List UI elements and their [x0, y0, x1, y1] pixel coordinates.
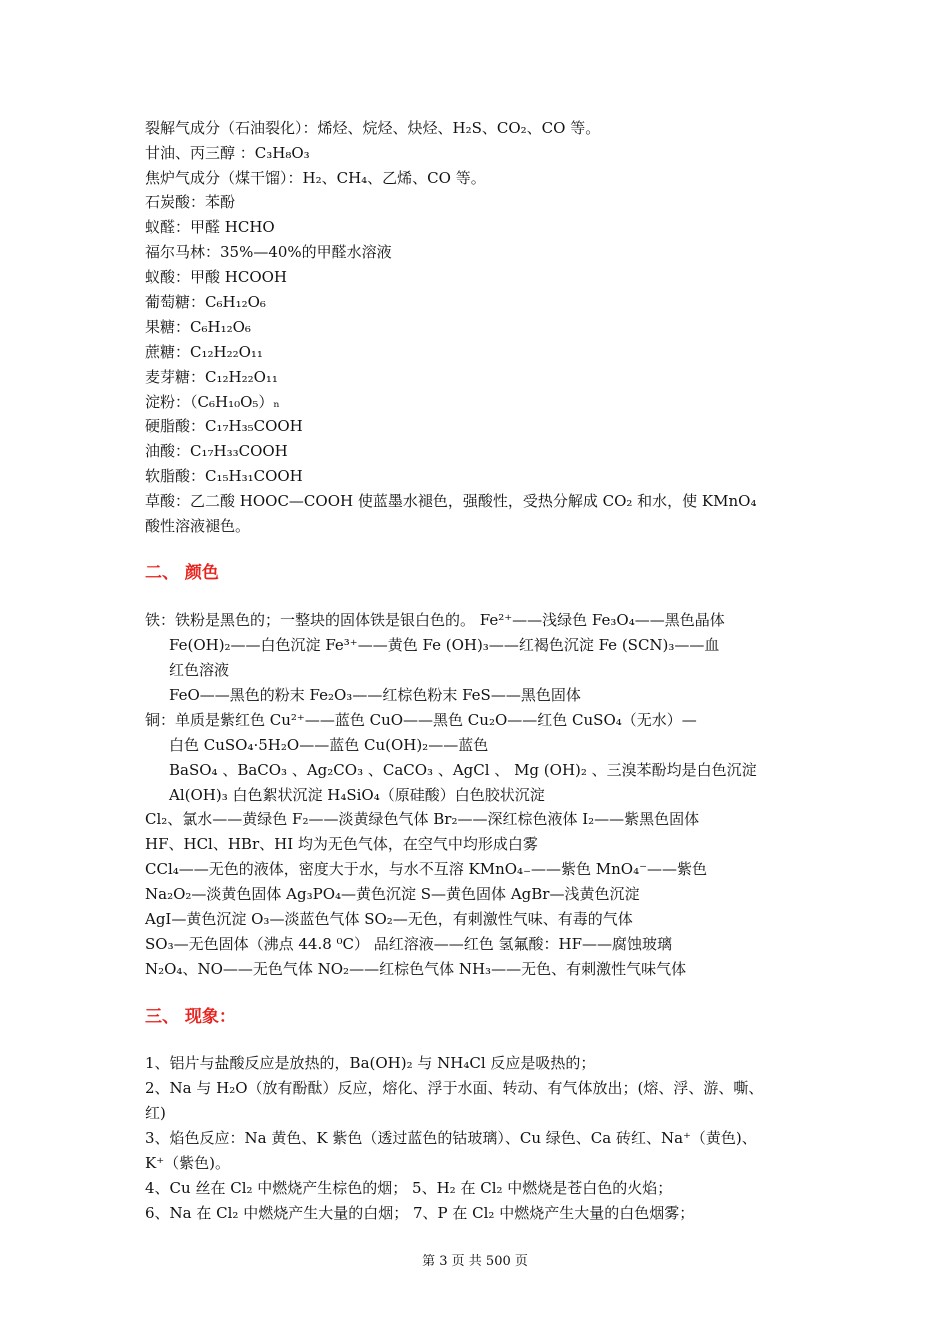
text-line: 酸性溶液褪色。 — [145, 517, 251, 535]
section-heading-colors: 二、 颜色 — [145, 563, 219, 583]
text-line: 福尔马林：35%—40%的甲醛水溶液 — [145, 243, 392, 261]
text-line: 白色 CuSO₄·5H₂O——蓝色 Cu(OH)₂——蓝色 — [169, 736, 489, 754]
text-line: 铁：铁粉是黑色的；一整块的固体铁是银白色的。 Fe²⁺——浅绿色 Fe₃O₄——黑色晶体 — [145, 611, 725, 629]
text-line: 油酸：C₁₇H₃₃COOH — [145, 442, 288, 460]
section-heading-phenomena: 三、 现象： — [145, 1007, 236, 1027]
text-line: FeO——黑色的粉末 Fe₂O₃——红棕色粉末 FeS——黑色固体 — [169, 686, 581, 704]
text-line: 2、Na 与 H₂O（放有酚酞）反应，熔化、浮于水面、转动、有气体放出；(熔、浮、游、嘶、 — [145, 1079, 764, 1097]
text-line: 蚁酸：甲酸 HCOOH — [145, 268, 288, 286]
text-line: SO₃—无色固体（沸点 44.8 ⁰C） 品红溶液——红色 氢氟酸：HF——腐蚀玻璃 — [145, 935, 673, 953]
text-line: 红色溶液 — [169, 661, 230, 679]
text-line: 4、Cu 丝在 Cl₂ 中燃烧产生棕色的烟； 5、H₂ 在 Cl₂ 中燃烧是苍白色的火焰； — [145, 1179, 673, 1197]
text-line: CCl₄——无色的液体，密度大于水，与水不互溶 KMnO₄₋——紫色 MnO₄⁻——紫色 — [145, 860, 708, 878]
text-line: 铜：单质是紫红色 Cu²⁺——蓝色 CuO——黑色 Cu₂O——红色 CuSO₄（无水）— — [145, 711, 697, 729]
text-line: 淀粉：（C₆H₁₀O₅）ₙ — [145, 393, 280, 411]
page-footer: 第 3 页 共 500 页 — [422, 1254, 528, 1269]
text-line: Cl₂、氯水——黄绿色 F₂——淡黄绿色气体 Br₂——深红棕色液体 I₂——紫黑色固体 — [145, 810, 700, 828]
text-line: 软脂酸：C₁₅H₃₁COOH — [145, 467, 303, 485]
text-line: 1、铝片与盐酸反应是放热的，Ba(OH)₂ 与 NH₄Cl 反应是吸热的； — [145, 1054, 596, 1072]
text-line: 蔗糖：C₁₂H₂₂O₁₁ — [145, 343, 263, 361]
text-line: Na₂O₂—淡黄色固体 Ag₃PO₄—黄色沉淀 S—黄色固体 AgBr—浅黄色沉淀 — [145, 885, 640, 903]
text-line: 硬脂酸：C₁₇H₃₅COOH — [145, 417, 303, 435]
text-line: 果糖：C₆H₁₂O₆ — [145, 318, 251, 336]
text-line: BaSO₄ 、BaCO₃ 、Ag₂CO₃ 、CaCO₃ 、AgCl 、 Mg (OH)₂ 、三溴苯酚均是白色沉淀 — [169, 761, 757, 779]
text-line: 红) — [145, 1104, 166, 1122]
text-line: AgI—黄色沉淀 O₃—淡蓝色气体 SO₂—无色，有刺激性气味、有毒的气体 — [145, 910, 633, 928]
text-line: Fe(OH)₂——白色沉淀 Fe³⁺——黄色 Fe (OH)₃——红褐色沉淀 Fe (SCN)₃——血 — [169, 636, 720, 654]
text-line: 石炭酸：苯酚 — [145, 193, 236, 211]
text-line: 焦炉气成分（煤干馏）：H₂、CH₄、乙烯、CO 等。 — [145, 169, 486, 187]
text-line: 甘油、丙三醇 ：C₃H₈O₃ — [145, 144, 310, 162]
text-line: Al(OH)₃ 白色絮状沉淀 H₄SiO₄（原硅酸）白色胶状沉淀 — [169, 786, 545, 804]
text-line: 葡萄糖：C₆H₁₂O₆ — [145, 293, 266, 311]
text-line: HF、HCl、HBr、HI 均为无色气体，在空气中均形成白雾 — [145, 835, 538, 853]
text-line: 6、Na 在 Cl₂ 中燃烧产生大量的白烟； 7、P 在 Cl₂ 中燃烧产生大量的白色烟雾； — [145, 1204, 695, 1222]
text-line: N₂O₄、NO——无色气体 NO₂——红棕色气体 NH₃——无色、有刺激性气味气体 — [145, 960, 687, 978]
text-line: K⁺（紫色)。 — [145, 1154, 230, 1172]
text-line: 蚁醛：甲醛 HCHO — [145, 218, 275, 236]
text-line: 麦芽糖：C₁₂H₂₂O₁₁ — [145, 368, 278, 386]
text-line: 3、焰色反应：Na 黄色、K 紫色（透过蓝色的钴玻璃）、Cu 绿色、Ca 砖红、Na⁺（黄色)、 — [145, 1129, 757, 1147]
text-line: 裂解气成分（石油裂化）：烯烃、烷烃、炔烃、H₂S、CO₂、CO 等。 — [145, 119, 601, 137]
text-line: 草酸：乙二酸 HOOC—COOH 使蓝墨水褪色，强酸性，受热分解成 CO₂ 和水，使 KMnO₄ — [145, 492, 757, 510]
